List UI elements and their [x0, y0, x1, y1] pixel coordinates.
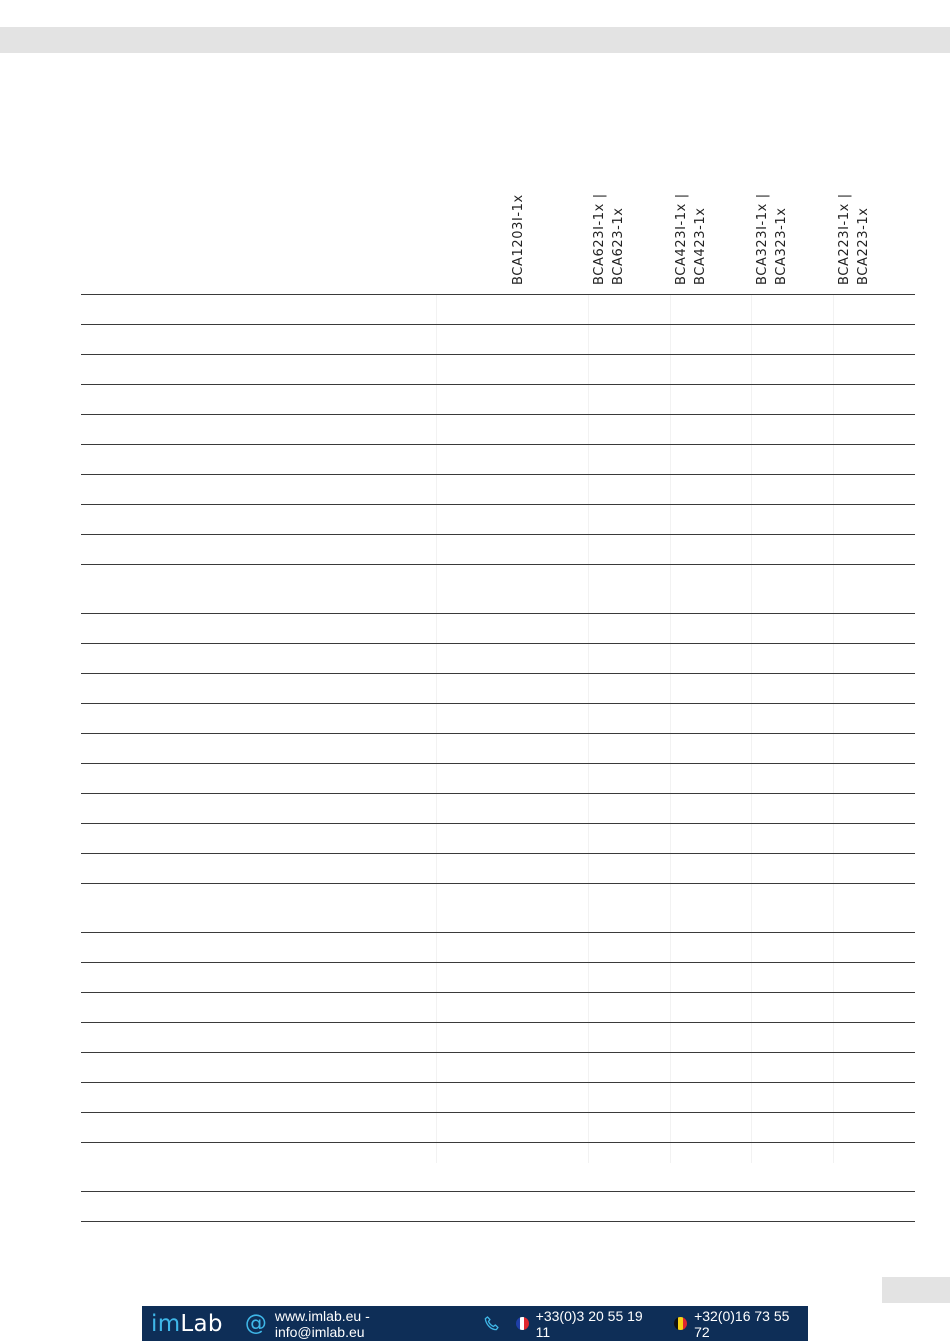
column-header-line: BCA323-1x — [774, 207, 789, 285]
column-header-line: BCA423I-1x | — [674, 193, 689, 285]
phone-france[interactable]: +33(0)3 20 55 19 11 — [535, 1307, 643, 1340]
belgium-flag-icon — [674, 1317, 687, 1330]
column-header-3 — [672, 193, 710, 285]
page-number-tab — [882, 1277, 950, 1303]
phone-icon — [482, 1313, 502, 1335]
column-header-line: BCA223I-1x | — [837, 193, 852, 285]
imlab-logo[interactable] — [151, 1311, 223, 1337]
column-header-line: BCA223-1x — [856, 207, 871, 285]
logo-lab: Lab — [180, 1310, 223, 1337]
footer-contact-bar — [142, 1306, 808, 1341]
france-flag-icon — [516, 1317, 529, 1330]
phone-belgium[interactable]: +32(0)16 73 55 72 — [694, 1307, 790, 1340]
top-header-band — [0, 27, 950, 53]
at-icon: @ — [244, 1311, 267, 1336]
column-header-5 — [835, 193, 873, 285]
column-header-line: BCA423-1x — [693, 207, 708, 285]
column-header-2 — [590, 193, 628, 285]
column-header-line: BCA323I-1x | — [755, 193, 770, 285]
column-header-1 — [509, 194, 528, 285]
logo-im: im — [151, 1310, 181, 1337]
contact-links[interactable]: www.imlab.eu - info@imlab.eu — [274, 1307, 370, 1340]
column-header-4 — [753, 193, 791, 285]
column-header-line: BCA1203I-1x — [511, 194, 526, 285]
column-header-line: BCA623-1x — [611, 207, 626, 285]
column-header-line: BCA623I-1x | — [592, 193, 607, 285]
